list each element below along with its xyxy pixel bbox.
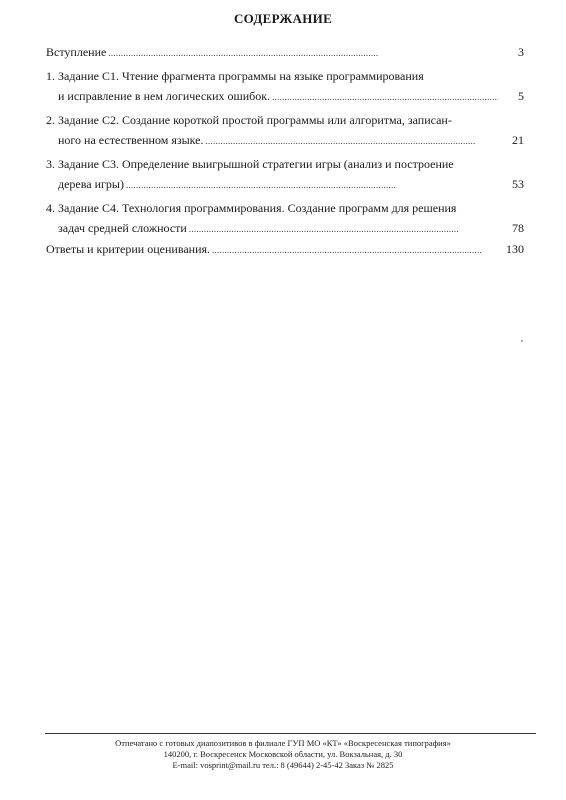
imprint-line-address: 140200, г. Воскресенск Московской области, ул. Вокзальная, д. 30	[163, 749, 403, 759]
dot-leader	[126, 176, 498, 194]
toc-entry-task-c2-line-2	[46, 131, 524, 149]
toc-entry-title: 3. Задание С3. Определение выигрышной стратегии игры (анализ и построение	[46, 157, 454, 171]
scan-speck	[521, 340, 523, 342]
toc-entry-task-c3-line-1	[46, 155, 524, 173]
toc-entry-title-continuation: задач средней сложности	[58, 221, 187, 235]
toc-entry-title: Ответы и критерии оценивания.	[46, 242, 211, 256]
toc-entry-title-continuation: дерева игры)	[58, 177, 124, 191]
toc-page-number: 130	[506, 242, 524, 256]
toc-page-number: 5	[518, 89, 524, 103]
imprint-line-printer: Отпечатано с готовых диапозитивов в филиале ГУП МО «КТ» «Воскресенская типография»	[115, 738, 451, 748]
toc-entry-title: 1. Задание С1. Чтение фрагмента программы на языке программирования	[46, 69, 424, 83]
toc-entry-task-c2-line-1	[46, 111, 524, 129]
imprint-line-contact: E-mail: vosprint@mail.ru тел.: 8 (49644) 2-45-42 Заказ № 2825	[172, 760, 394, 770]
dot-leader	[108, 44, 498, 62]
toc-page-number: 53	[512, 177, 524, 191]
toc-page-number: 78	[512, 221, 524, 235]
page-title: СОДЕРЖАНИЕ	[233, 11, 333, 26]
toc-entry-task-c1-line-2	[46, 87, 524, 105]
toc-entry-task-c3-line-2	[46, 175, 524, 193]
toc-entry-task-c4-line-1	[46, 199, 524, 217]
toc-entry-title: 2. Задание С2. Создание короткой простой программы или алгоритма, записан-	[46, 113, 452, 127]
toc-entry-title-continuation: ного на естественном языке.	[58, 133, 204, 147]
dot-leader	[212, 241, 498, 259]
toc-entry-introduction	[46, 43, 524, 61]
dot-leader	[206, 132, 499, 150]
toc-page-number: 21	[512, 133, 524, 147]
dot-leader	[272, 88, 498, 106]
imprint-divider	[45, 733, 536, 734]
toc-entry-title: Вступление	[46, 45, 107, 59]
toc-page-number: 3	[518, 45, 524, 59]
toc-entry-title-continuation: и исправление в нем логических ошибок.	[58, 89, 271, 103]
toc-entry-title: 4. Задание С4. Технология программирования. Создание программ для решения	[46, 201, 457, 215]
toc-entry-task-c4-line-2	[46, 219, 524, 237]
dot-leader	[189, 220, 498, 238]
toc-entry-task-c1-line-1	[46, 67, 524, 85]
toc-entry-answers	[46, 240, 524, 258]
